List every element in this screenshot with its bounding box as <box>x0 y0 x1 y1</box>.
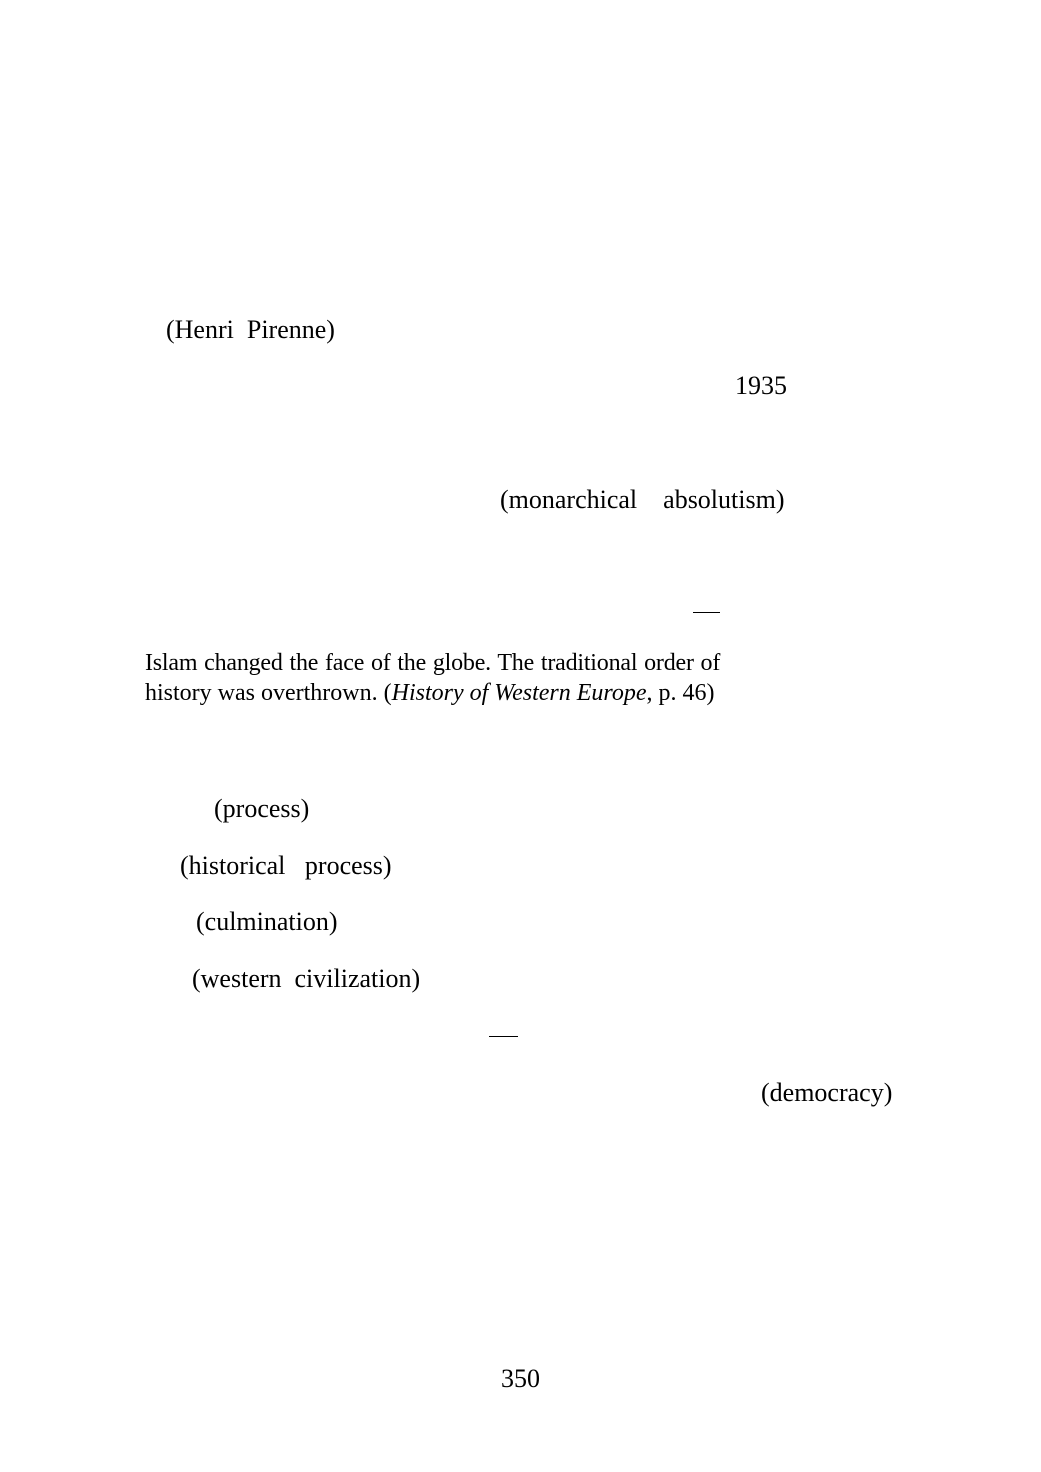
term-historical-process: (historical process) <box>180 851 392 880</box>
term-democracy: (democracy) <box>761 1078 893 1107</box>
block-quote <box>145 648 817 708</box>
term-henri-pirenne: (Henri Pirenne) <box>166 315 335 344</box>
term-western-civilization: (western civilization) <box>192 964 421 993</box>
em-dash-rule <box>693 612 720 613</box>
term-monarchical-absolutism: (monarchical absolutism) <box>500 485 785 514</box>
em-dash-rule-2 <box>489 1036 518 1037</box>
quote-book-title: History of Western Europe <box>391 680 647 706</box>
quote-line-2-suffix: , p. 46) <box>646 680 715 706</box>
page-number: 350 <box>501 1364 540 1393</box>
term-process: (process) <box>214 794 310 823</box>
quote-line-2-prefix: history was overthrown. ( <box>145 680 392 706</box>
term-culmination: (culmination) <box>196 907 338 936</box>
quote-line-1: Islam changed the face of the globe. The traditional order of <box>145 650 721 676</box>
quote-line-2 <box>145 678 817 708</box>
year-label: 1935 <box>735 371 787 400</box>
